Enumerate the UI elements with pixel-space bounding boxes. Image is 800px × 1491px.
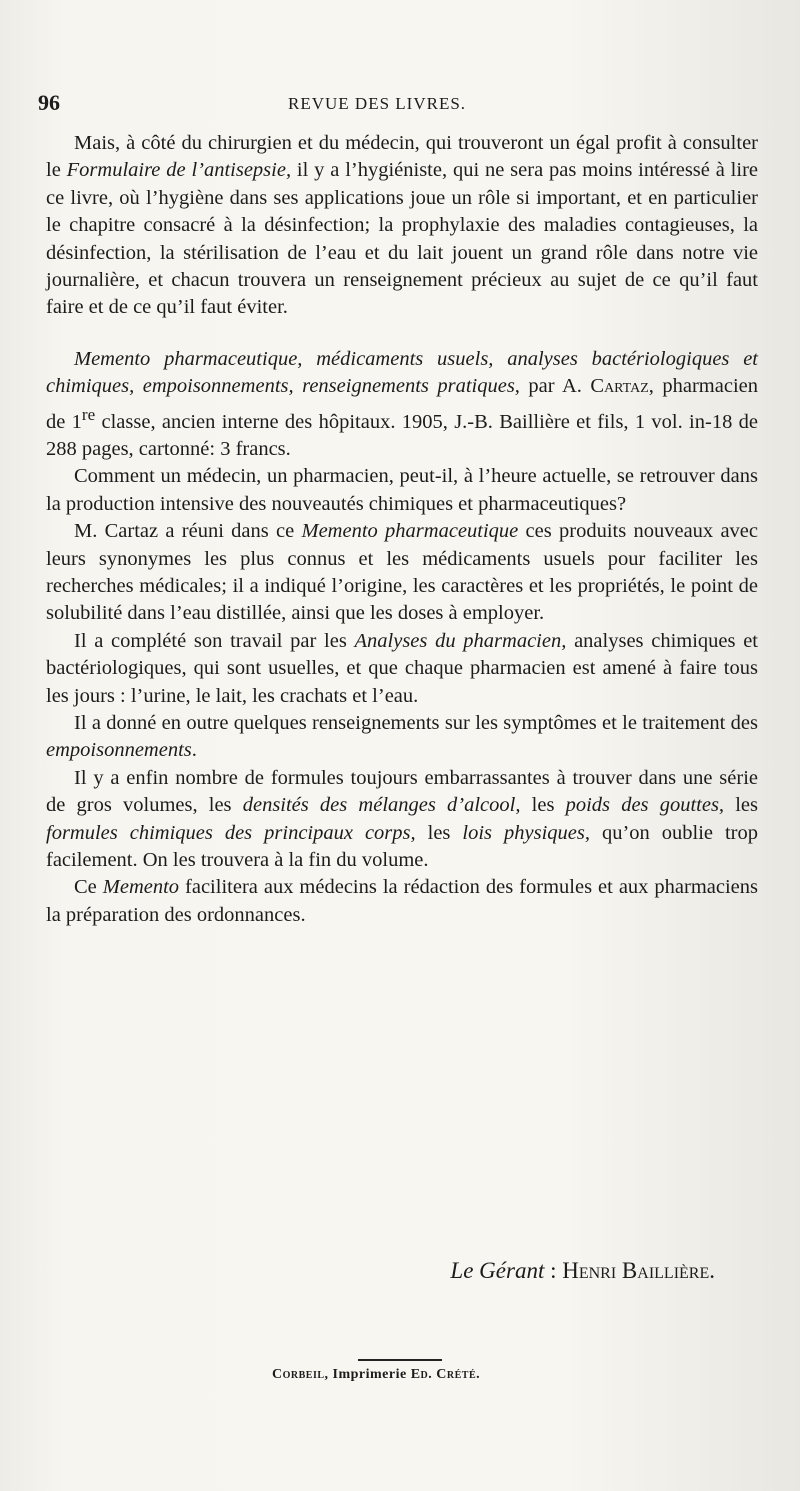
paragraph-hygiene — [46, 130, 758, 322]
paragraph-text: Il a complété son travail par les — [74, 629, 355, 652]
page-number: 96 — [38, 90, 60, 115]
paragraph-poisonings — [46, 710, 758, 765]
paragraph-text: facilitera aux médecins la rédaction des formules et aux pharmaciens la préparation des ordonnances. — [46, 876, 758, 926]
paragraph-text: Mais, à côté du chirurgien et du médecin, qui trouveront un égal profit à consulter le — [46, 132, 758, 182]
book-entry-author: Cartaz — [590, 375, 649, 398]
paragraph-text: Il y a enfin nombre de formules toujours embarrassantes à trouver dans une série de gros volumes, les — [46, 766, 758, 817]
section-reference: lois physiques, — [462, 821, 590, 844]
section-reference: poids des gouttes, — [565, 794, 725, 817]
imprint-label: , Imprimerie — [324, 1367, 411, 1382]
section-reference: empoisonnements — [46, 739, 192, 762]
imprint-printer: Ed. Crété. — [410, 1367, 481, 1382]
paragraph-text: les — [415, 821, 463, 844]
paragraph-analyses — [46, 628, 758, 710]
signature-name: Henri Baillière. — [562, 1258, 715, 1283]
printer-imprint — [272, 1367, 480, 1383]
signature-label: Le Gérant — [450, 1258, 545, 1283]
paragraph-text: analyses chimiques et bactériologiques, qui sont usuelles, et que chaque pharmacien est amené à faire tous les jours : l’urine, le lait, les crachats et l’eau. — [46, 629, 758, 707]
paragraph-text: M. Cartaz a réuni dans ce — [74, 520, 302, 543]
paragraph-question: Comment un médecin, un pharmacien, peut-il, à l’heure actuelle, se retrouver dans la production intensive des nouveautés chimiques et pharmaceutiques? — [46, 465, 758, 515]
paragraph-conclusion — [46, 874, 758, 929]
paragraph-text: les — [724, 794, 758, 817]
signature-separator: : — [544, 1258, 563, 1283]
page-header — [38, 90, 758, 126]
book-entry — [46, 346, 758, 463]
imprint-place: Corbeil — [272, 1367, 325, 1382]
divider — [358, 1359, 442, 1361]
signature — [450, 1258, 715, 1284]
paragraph-formulas — [46, 765, 758, 875]
paragraph-text: qu’on oublie trop facilement. On les trouvera à la fin du volume. — [46, 821, 759, 871]
book-entry-by: par A. — [519, 375, 591, 398]
book-title-reference: Memento pharmaceutique — [301, 520, 519, 543]
ordinal-superscript: re — [81, 404, 96, 424]
book-entry-title: Memento pharmaceutique, médicaments usuels, analyses bactériologiques et chimiques, empoisonnements, renseignements pratiques, — [46, 347, 758, 398]
paragraph-text: il y a l’hygiéniste, qui ne sera pas moins intéressé à lire ce livre, où l’hygiène dans ses applications joue un rôle si important, et en particulier le chapitre consacré à la désinfection; la prophylaxie des maladies contagieuses, la désinfection, la stérilisation de l’eau et du lait jouent un grand rôle dans notre vie journalière, et chacun trouvera un renseignement précieux au sujet de ce qu’il faut faire et de ce qu’il faut éviter. — [46, 159, 758, 319]
running-head: REVUE DES LIVRES. — [288, 94, 467, 113]
book-entry-details: , pharmacien de 1 — [46, 375, 758, 433]
book-entry-publication: classe, ancien interne des hôpitaux. 1905, J.-B. Baillière et fils, 1 vol. in-18 de 288 pages, cartonné: 3 francs. — [46, 410, 758, 460]
section-reference: formules chimiques des principaux corps, — [46, 821, 416, 844]
body-text — [46, 130, 758, 929]
paragraph-text: ces produits nouveaux avec leurs synonymes les plus connus et les médicaments usuels pour faciliter les recherches médicales; il a indiqué l’origine, les caractères et les propriétés, le point de solubilité dans l’eau distillée, ainsi que les doses à employer. — [46, 520, 758, 625]
section-reference: densités des mélanges d’alcool, — [242, 794, 521, 817]
paragraph-text: . — [191, 739, 197, 762]
paragraph-text: Ce — [74, 876, 103, 899]
book-title-reference: Memento — [102, 876, 180, 899]
section-reference: Analyses du pharmacien, — [354, 629, 567, 652]
paragraph-text: les — [520, 794, 566, 817]
paragraph-text: Il a donné en outre quelques renseignements sur les symptômes et le traitement des — [74, 711, 758, 734]
paragraph-contents — [46, 518, 758, 628]
book-title-reference: Formulaire de l’antisepsie, — [66, 159, 292, 182]
